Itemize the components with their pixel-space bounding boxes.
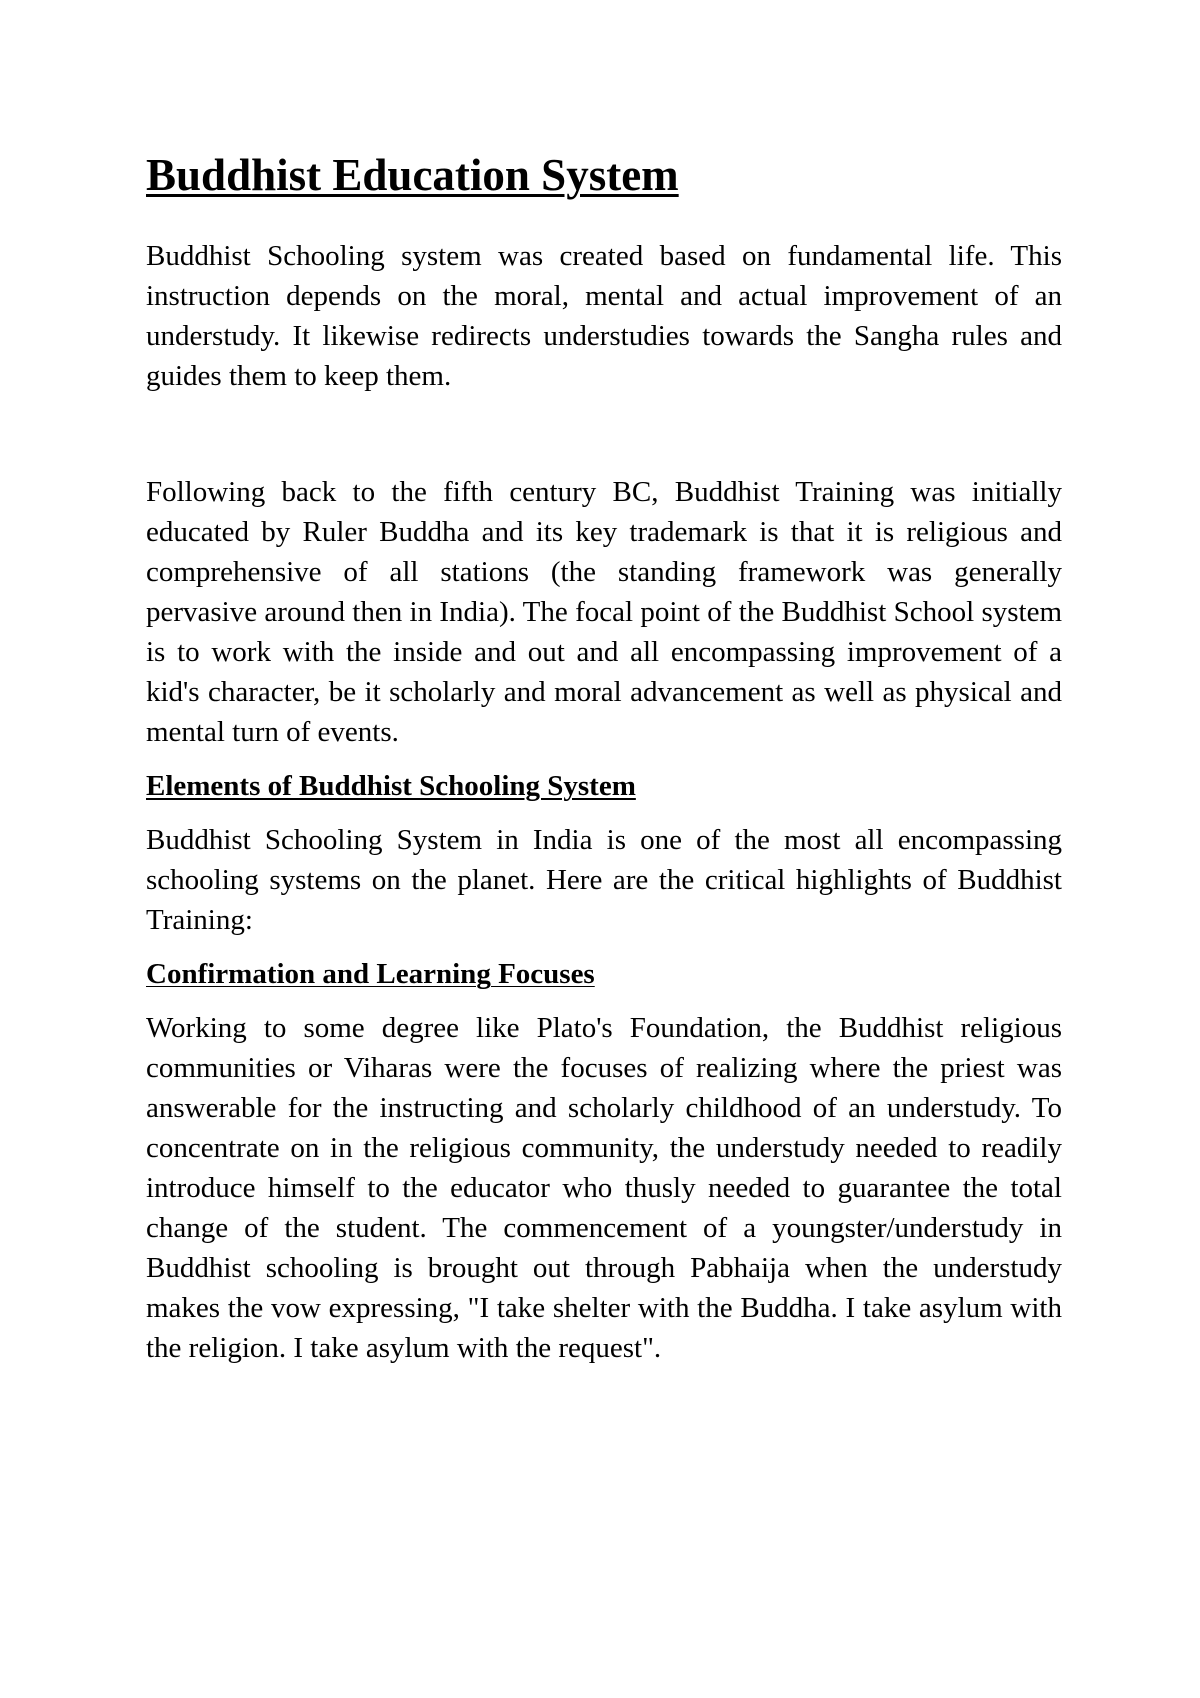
intro-paragraph: Buddhist Schooling system was created based on fundamental life. This instruction depends on the moral, mental and actual improvement of an understudy. It likewise redirects understudies towards the Sangha rules and guides them to keep them. xyxy=(146,240,1062,392)
section-heading: Elements of Buddhist Schooling System xyxy=(146,770,636,802)
elements-paragraph: Buddhist Schooling System in India is one of the most all encompassing schooling systems on the planet. Here are the critical highlights of Buddhist Training: xyxy=(146,824,1062,936)
learning-focuses-paragraph: Working to some degree like Plato's Foundation, the Buddhist religious communities or Viharas were the focuses of realizing where the priest was answerable for the instructing and scholarly childhood of an understudy. To concentrate on in the religious community, the understudy needed to readily introduce himself to the educator who thusly needed to guarantee the total change of the student. The commencement of a youngster/understudy in Buddhist schooling is brought out through Pabhaija when the understudy makes the vow expressing, "I take shelter with the Buddha. I take asylum with the religion. I take asylum with the request". xyxy=(146,1012,1062,1364)
history-paragraph: Following back to the fifth century BC, Buddhist Training was initially educated by Ruler Buddha and its key trademark is that it is religious and comprehensive of all stations (the standing framework was generally pervasive around then in India). The focal point of the Buddhist School system is to work with the inside and out and all encompassing improvement of a kid's character, be it scholarly and moral advancement as well as physical and mental turn of events. xyxy=(146,476,1062,748)
page-title: Buddhist Education System xyxy=(146,150,679,200)
document-body xyxy=(146,148,1062,1368)
sub-heading: Confirmation and Learning Focuses xyxy=(146,958,595,990)
